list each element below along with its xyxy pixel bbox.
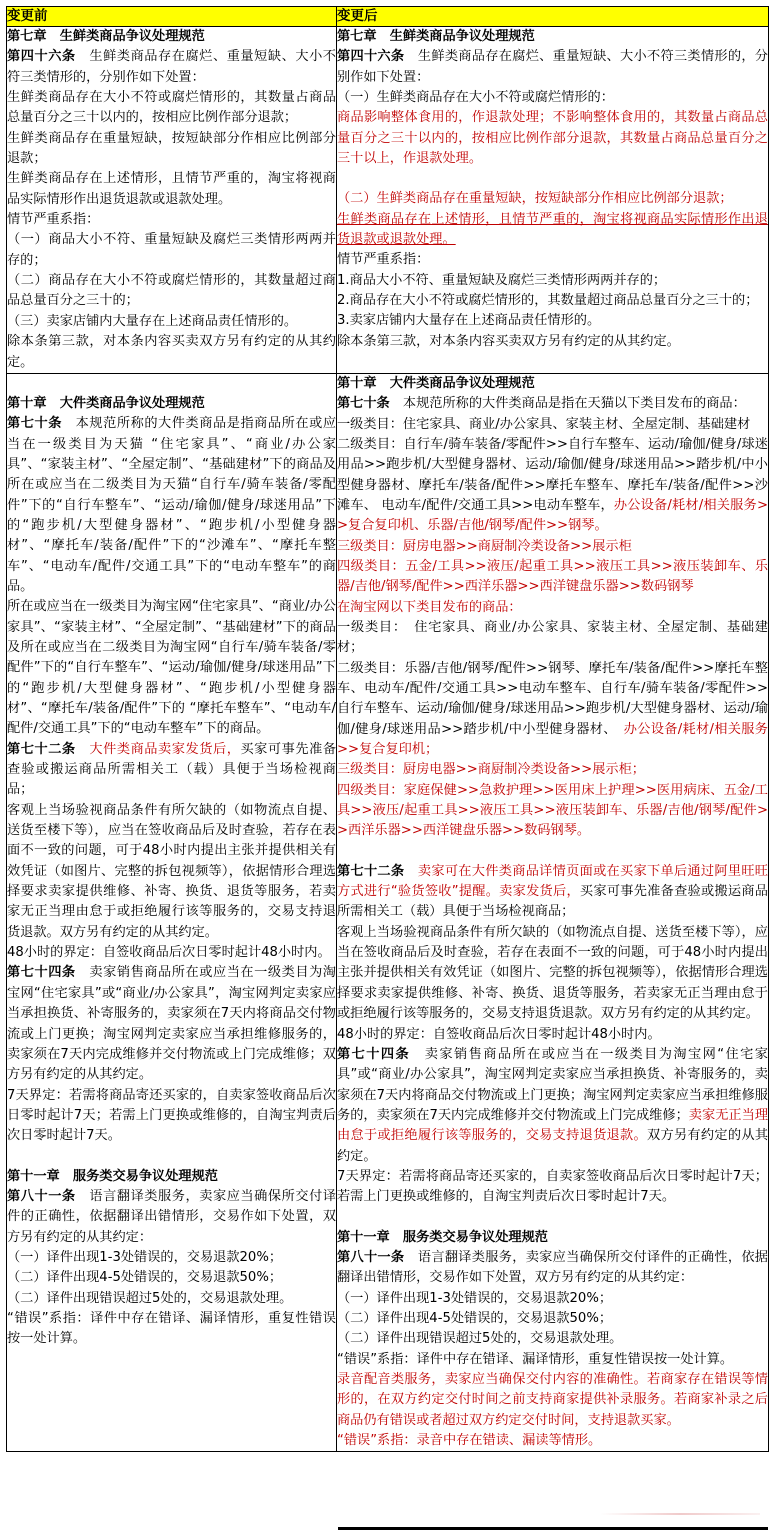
after-ch11-article81-label: 第八十一条 — [337, 1249, 405, 1265]
before-ch7-p4: 情节严重系指： — [7, 212, 100, 228]
before-ch11-item3: （二）译件出现错误超过5处的，交易退款处理。 — [7, 1290, 293, 1306]
before-ch11-item1: （一）译件出现1-3处错误的，交易退款20%； — [7, 1249, 283, 1265]
before-ch10-article70-label: 第七十条 — [7, 416, 62, 432]
after-ch10-lvl2-taobao-black: 二级类目：乐器/吉他/钢琴/配件>>钢琴、摩托车/装备/配件>>摩托车整车、电动车/配件/交通工具>>电动车整车、自行车/骑车装备/零配件>>自行车整车、运动/瑜伽/健身/球迷用品>>跑步机/大型健身器材、运动/瑜伽/健身/球迷用品>>踏步机/中小型健身器材、 — [337, 660, 768, 737]
before-ch10-article70-p2: 所在或应当在一级类目为淘宝网“住宅家具”、“商业/办公家具”、“家装主材”、“全屋定制”、“基础建材”下的商品及所在或应当在二级类目为淘宝网“自行车/骑车装备/零配件”下的“自行车整车”、“运动/瑜伽/健身/球迷用品”下的“跑步机/大型健身器材”、“跑步机/小型健身器材”、“摩托车/装备/配件”下的 “摩托车整车”、“电动车/配件/交通工具”下的“电动车整车”下的商品。 — [7, 599, 336, 737]
before-ch10-article74-p1: 卖家销售商品所在或应当在一级类目为淘宝网“住宅家具”或“商业/办公家具”，淘宝网判定卖家应当承担换货、补寄服务的，卖家须在7天内将商品交付物流或上门更换；淘宝网判定卖家应当承担维修服务的，卖家须在7天内完成维修并交付物流或上门完成维修；双方另有约定的从其约定。 — [7, 965, 336, 1083]
before-ch7-article46-label: 第四十六条 — [7, 49, 76, 65]
table-row-chapter10-11 — [7, 373, 769, 1452]
column-header-after: 变更后 — [337, 7, 769, 27]
after-ch10-chapter-title: 第十章 大件类商品争议处理规范 — [337, 375, 535, 391]
after-ch10-article74-p1a: 卖家销售商品所在或应当在一级类目为淘宝网“住宅家具”或“商业/办公家具”，淘宝网判定卖家应当承担换货、补寄服务的，卖家须在7天内将商品交付物流或上门更换；淘宝网判定卖家应当承担维修服务的，卖家须在7天内完成维修并交付物流或上门完成维修； — [337, 1046, 768, 1123]
after-ch10-lvl2-taobao-changed: 办公设备/耗材/相关服务>>复合复印机； — [337, 721, 768, 758]
before-ch10-article70-p1: 本规范所称的大件类商品是指商品所在或应当在一级类目为天猫 “住宅家具”、“商业/办公家具”、“家装主材”、“全屋定制”、“基础建材”下的商品及所在或应当在二级类目为天猫“自行车/骑车装备/零配件”下的“自行车整车”、“运动/瑜伽/健身/球迷用品”下的“跑步机/大型健身器材”、“跑步机/小型健身器材”、“摩托车/装备/配件”下的“沙滩车”、“摩托车整车”、“电动车/配件/交通工具”下的“电动车整车”的商品。 — [7, 416, 337, 594]
before-ch7-p3: 生鲜类商品存在上述情形，且情节严重的，淘宝将视商品实际情形作出退货退款或退款处理。 — [7, 171, 336, 207]
before-ch11-chapter-title: 第十一章 服务类交易争议处理规范 — [7, 1168, 218, 1184]
before-ch7-chapter-title: 第七章 生鲜类商品争议处理规范 — [7, 29, 205, 44]
after-ch7-spacer — [337, 169, 768, 189]
before-ch7-article46-lead: 生鲜类商品存在腐烂、重量短缺、大小不符三类情形的，分别作如下处置： — [7, 49, 336, 85]
after-ch10-lvl3-tmall-changed: 三级类目：厨房电器>>商厨制冷类设备>>展示柜 — [337, 538, 632, 554]
after-ch11-chapter-title: 第十一章 服务类交易争议处理规范 — [337, 1229, 548, 1245]
after-ch10-article72-spacer — [337, 842, 768, 862]
before-ch11-top-spacer — [7, 1147, 336, 1167]
page-edge-tick — [616, 1500, 623, 1507]
after-ch10-article72-changed: 卖家可在大件类商品详情页面或在买家下单后通过阿里旺旺方式进行“验货签收”提醒。卖家发货后， — [337, 863, 768, 900]
before-ch7-p8: 除本条第三款，对本条内容买卖双方另有约定的从其约定。 — [7, 334, 336, 370]
after-ch7-chapter-title: 第七章 生鲜类商品争议处理规范 — [337, 29, 535, 44]
after-ch10-article72-label: 第七十二条 — [337, 863, 405, 879]
after-ch10-article70-lead: 本规范所称的大件类商品是指在天猫以下类目发布的商品： — [389, 396, 746, 412]
before-ch7-p5: （一）商品大小不符、重量短缺及腐烂三类情形两两并存的； — [7, 232, 336, 268]
after-ch11-item3: （二）译件出现错误超过5处的，交易退款处理。 — [337, 1331, 623, 1347]
after-ch7-p3-changed: （二）生鲜类商品存在重量短缺，按短缺部分作相应比例部分退款； — [337, 191, 733, 207]
before-ch10-article74-p2: 7天界定：若需将商品寄还买家的，自卖家签收商品后次日零时起计7天；若需上门更换或维修的，自淘宝判责后次日零时起计7天。 — [7, 1087, 336, 1144]
before-ch11-item2: （二）译件出现4-5处错误的，交易退款50%； — [7, 1270, 283, 1286]
before-ch7-p6: （二）商品存在大小不符或腐烂情形的，其数量超过商品总量百分之三十的； — [7, 273, 336, 309]
after-ch10-article74-label: 第七十四条 — [337, 1046, 411, 1062]
after-ch11-new-paragraph-changed: 录音配音类服务，卖家应当确保交付内容的准确性。若商家存在错误等情形的，在双方约定交付时间之前支持商家提供补录服务。若商家补录之后商品仍有错误或者超过双方约定交付时间，支持退款买家。 — [337, 1372, 768, 1428]
after-ch10-article70-label: 第七十条 — [337, 396, 390, 412]
after-ch11-note: “错误”系指：译件中存在错译、漏译情形，重复性错误按一处计算。 — [337, 1351, 734, 1367]
after-ch10-article74-p1b: 双方另有约定的从其约定。 — [337, 1128, 769, 1164]
cell-before-chapter7 — [7, 27, 337, 374]
after-ch7-p5: 情节严重系指： — [337, 252, 430, 268]
before-ch7-p2: 生鲜类商品存在重量短缺，按短缺部分作相应比例部分退款； — [7, 130, 336, 167]
change-comparison-table — [6, 6, 769, 1452]
after-ch10-lvl1-taobao: 一级类目： 住宅家具、商业/办公家具、家装主材、全屋定制、基础建材； — [337, 619, 768, 656]
before-ch7-p7: （三）卖家店铺内大量存在上述商品责任情形的。 — [7, 313, 298, 329]
after-ch10-article74-p2: 7天界定：若需将商品寄还买家的，自卖家签收商品后次日零时起计7天；若需上门更换或维修的，自淘宝判责后次日零时起计7天。 — [337, 1168, 768, 1205]
column-header-before: 变更前 — [7, 7, 337, 27]
after-ch7-p8: 3.卖家店铺内大量存在上述商品责任情形的。 — [337, 313, 601, 329]
after-ch10-taobao-lead-changed: 在淘宝网以下类目发布的商品： — [337, 599, 522, 615]
after-ch7-p1: （一）生鲜类商品存在大小不符或腐烂情形的： — [337, 90, 614, 106]
after-ch10-lvl2-tmall-black: 二级类目：自行车/骑车装备/零配件>>自行车整车、运动/瑜伽/健身/球迷用品>>跑步机/大型健身器材、运动/瑜伽/健身/球迷用品>>踏步机/中小型健身器材、摩托车/装备/配件>>摩托车整车、摩托车/装备/配件>>沙滩车、 电动车/配件/交通工具>>电动车整车， — [337, 436, 768, 513]
before-ch10-article72-p3: 48小时的界定：自签收商品后次日零时起计48小时内。 — [7, 945, 331, 961]
after-ch10-lvl1-tmall: 一级类目：住宅家具、商业/办公家具、家装主材、全屋定制、基础建材 — [337, 416, 751, 432]
page-edge-artifact — [600, 1513, 760, 1515]
before-ch10-article74-label: 第七十四条 — [7, 965, 76, 981]
after-ch10-article72-rest: 买家可事先准备查验或搬运商品所需相关工（载）具便于当场检视商品； — [337, 884, 768, 920]
after-ch11-item2: （二）译件出现4-5处错误的，交易退款50%； — [337, 1310, 613, 1326]
after-ch7-p7: 2.商品存在大小不符或腐烂情形的，其数量超过商品总量百分之三十的； — [337, 293, 759, 309]
after-ch10-lvl3-taobao-changed: 三级类目：厨房电器>>商厨制冷类设备>>展示柜； — [337, 762, 645, 778]
after-ch7-article46-label: 第四十六条 — [337, 49, 405, 65]
after-ch10-article74-changed: 卖家无正当理由怠于或拒绝履行该等服务的，交易支持退货退款。 — [337, 1107, 769, 1144]
after-ch7-p2-changed: 商品影响整体食用的，作退款处理；不影响整体食用的，其数量占商品总量百分之三十以内的，按相应比例作部分退款，其数量占商品总量百分之三十以上，作退款处理。 — [337, 110, 768, 167]
before-ch11-note: “错误”系指：译件中存在错译、漏译情形，重复性错误按一处计算。 — [7, 1310, 336, 1347]
after-ch7-p9: 除本条第三款，对本条内容买卖双方另有约定的从其约定。 — [337, 333, 680, 349]
after-ch10-article72-p3: 48小时的界定：自签收商品后次日零时起计48小时内。 — [337, 1026, 661, 1042]
before-ch10-article72-changed: 大件类商品卖家发货后， — [75, 741, 241, 757]
before-ch10-chapter-title: 第十章 大件类商品争议处理规范 — [7, 395, 205, 411]
cell-after-chapter10-11 — [337, 373, 769, 1452]
after-ch11-article81-lead: 语言翻译类服务，卖家应当确保所交付译件的正确性，依据翻译出错情形，交易作如下处置，双方另有约定的从其约定： — [337, 1249, 768, 1286]
after-ch11-item1: （一）译件出现1-3处错误的，交易退款20%； — [337, 1290, 613, 1306]
cell-after-chapter7 — [337, 27, 769, 374]
before-ch11-article81-label: 第八十一条 — [7, 1188, 76, 1204]
after-ch10-lvl2-tmall-changed: 办公设备/耗材/相关服务>>复合复印机、乐器/吉他/钢琴/配件>>钢琴。 — [337, 497, 768, 534]
after-ch11-top-spacer — [337, 1208, 768, 1228]
before-ch7-p1: 生鲜类商品存在大小不符或腐烂情形的，其数量占商品总量百分之三十以内的，按相应比例作部分退款； — [7, 90, 336, 126]
after-ch7-p6: 1.商品大小不符、重量短缺及腐烂三类情形两两并存的； — [337, 272, 667, 288]
page-bottom-rule — [338, 1527, 768, 1530]
after-ch7-p4-changed-underline: 生鲜类商品存在上述情形，且情节严重的，淘宝将视商品实际情形作出退货退款或退款处理。 — [337, 211, 768, 248]
after-ch10-article72-p2: 客观上当场验视商品条件有所欠缺的（如物流点自提、送货至楼下等），应当在签收商品后及时查验，若存在表面不一致的问题，可于48小时内提出主张并提供相关有效凭证（如图片、完整的拆包视频等），依据情形合理选择要求卖家提供维修、补寄、换货、退货等服务，若卖家无正当理由怠于或拒绝履行该等服务的，交易支持退货退款。双方另有约定的从其约定。 — [337, 924, 768, 1022]
after-ch7-article46-lead: 生鲜类商品存在腐烂、重量短缺、大小不符三类情形的，分别作如下处置： — [337, 49, 768, 85]
after-ch10-lvl4-tmall-changed: 四级类目：五金/工具>>液压/起重工具>>液压工具>>液压装卸车、乐器/吉他/钢琴/配件>>西洋乐器>>西洋键盘乐器>>数码钢琴 — [337, 558, 768, 595]
before-ch10-article72-p2: 客观上当场验视商品条件有所欠缺的（如物流点自提、送货至楼下等），应当在签收商品后及时查验，若存在表面不一致的问题，可于48小时内提出主张并提供相关有效凭证（如图片、完整的拆包视频等），依据情形合理选择要求卖家提供维修、补寄、换货、退货等服务，若卖家无正当理由怠于或拒绝履行该等服务的，交易支持退货退款。双方另有约定的从其约定。 — [7, 802, 336, 940]
before-ch10-top-spacer — [7, 374, 336, 394]
before-ch11-article81-lead: 语言翻译类服务，卖家应当确保所交付译件的正确性，依据翻译出错情形，交易作如下处置，双方另有约定的从其约定： — [7, 1188, 336, 1245]
before-ch10-article72-rest: 买家可事先准备查验或搬运商品所需相关工（载）具便于当场检视商品； — [7, 741, 337, 798]
after-ch11-new-note-changed: “错误”系指：录音中存在错读、漏读等情形。 — [337, 1433, 602, 1449]
cell-before-chapter10-11 — [7, 373, 337, 1452]
before-ch10-article72-label: 第七十二条 — [7, 741, 76, 757]
table-row-chapter7 — [7, 27, 769, 374]
table-header-row — [7, 7, 769, 27]
after-ch10-lvl4-taobao-changed: 四级类目：家庭保健>>急救护理>>医用床上护理>>医用病床、五金/工具>>液压/起重工具>>液压工具>>液压装卸车、乐器/吉他/钢琴/配件>>西洋乐器>>西洋键盘乐器>>数码钢琴。 — [337, 782, 768, 839]
